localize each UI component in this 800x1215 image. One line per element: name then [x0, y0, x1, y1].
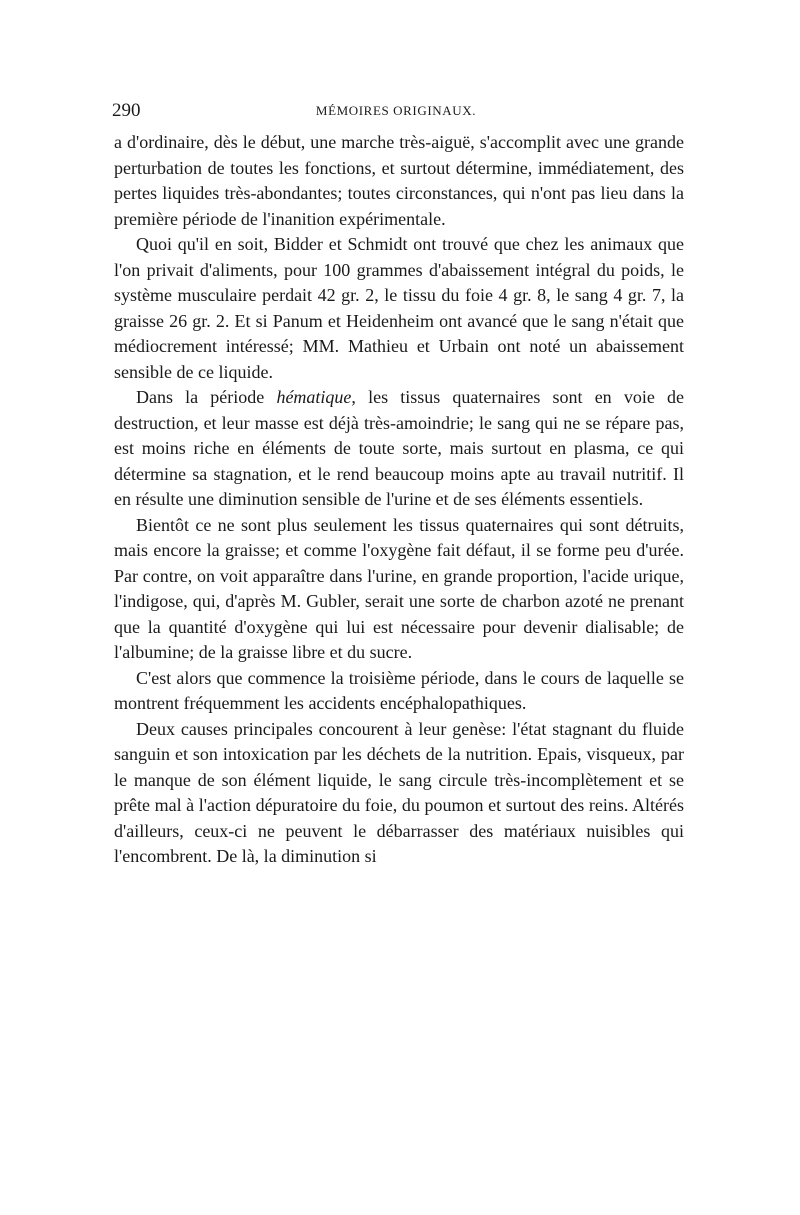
body-text: [114, 130, 684, 870]
page-number: 290: [112, 100, 141, 121]
emphasis-hematique: hématique: [276, 387, 352, 407]
paragraph-1: a d'ordinaire, dès le début, une marche très-aiguë, s'accomplit avec une grande perturbation de toutes les fonctions, et surtout détermine, immédiatement, des pertes liquides très-abondantes; toutes circonstances, qui n'ont pas lieu dans la première période de l'inanition expérimentale.: [114, 132, 684, 229]
paragraph-5: C'est alors que commence la troisième période, dans le cours de laquelle se montrent fréquemment les accidents encéphalopathiques.: [114, 667, 684, 713]
paragraph-2: Quoi qu'il en soit, Bidder et Schmidt ont trouvé que chez les animaux que l'on privait d'aliments, pour 100 grammes d'abaissement intégral du poids, le système musculaire perdait 42 gr. 2, le tissu du foie 4 gr. 8, le sang 4 gr. 7, la graisse 26 gr. 2. Et si Panum et Heidenheim ont avancé que le sang n'était que médiocrement intéressé; MM. Mathieu et Urbain ont noté un abaissement sensible de ce liquide.: [114, 234, 684, 382]
paragraph-3-before: Dans la période: [136, 387, 277, 407]
running-head: [112, 100, 680, 126]
paragraph-4: Bientôt ce ne sont plus seulement les tissus quaternaires qui sont détruits, mais encore la graisse; et comme l'oxygène fait défaut, il se forme peu d'urée. Par contre, on voit apparaître dans l'urine, en grande proportion, l'acide urique, l'indigose, qui, d'après M. Gubler, serait une sorte de charbon azoté ne prenant que la quantité d'oxygène qui lui est nécessaire pour devenir dialisable; de l'albumine; de la graisse libre et du sucre.: [114, 514, 684, 662]
paragraph-3-after: , les tissus quaternaires sont en voie de destruction, et leur masse est déjà très-amoindrie; le sang qui ne se répare pas, est moins riche en éléments de toute sorte, mais surtout en plasma, ce qui détermine sa stagnation, et le rend beaucoup moins apte au travail nutritif. Il en résulte une diminution sensible de l'urine et de ses éléments essentiels.: [114, 387, 684, 509]
paragraph-3: [114, 385, 684, 513]
paragraph-6: Deux causes principales concourent à leur genèse: l'état stagnant du fluide sanguin et son intoxication par les déchets de la nutrition. Epais, visqueux, par le manque de son élément liquide, le sang circule très-incomplètement et se prête mal à l'action dépuratoire du foie, du poumon et surtout des reins. Altérés d'ailleurs, ceux-ci ne peuvent le débarrasser des matériaux nuisibles qui l'encombrent. De là, la diminution si: [114, 718, 684, 866]
running-title: MÉMOIRES ORIGINAUX.: [315, 103, 477, 118]
